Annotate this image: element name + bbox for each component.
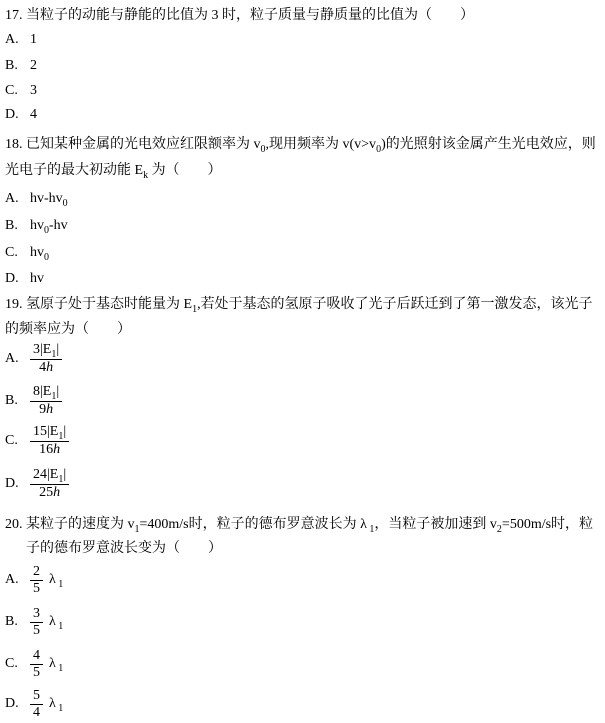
q19-option-a [5,341,62,377]
option-label: A. [5,351,19,366]
q18-option-a [5,190,68,209]
fraction-numerator: 5 [33,687,40,703]
fraction-numerator: 3 [33,605,40,621]
q18-stem-line-1: 18. 已知某种金属的光电效应红限额率为 $v_0$,现用频率为 $v(v>v_0)$的光照射该金属产生光电效应，则 [5,137,596,155]
q17-stem-line-1: 17. 当粒子的动能与静能的比值为 3 时，粒子质量与静质量的比值为（ ） [5,8,474,23]
q17-option-d [5,106,37,124]
q20-option-c [5,646,63,682]
fraction-denominator: 4 [30,704,43,721]
option-value: $hv_0-hv$ [30,218,68,236]
fraction-numerator: $15|E_1|$ [33,423,67,442]
option-label: C. [5,656,18,671]
fraction-numerator: 2 [33,563,40,579]
q20-stem-line-1: 20. 某粒子的速度为 $v_1=400m/s$时，粒子的德布罗意波长为 λ $_1$，当粒子被加速到 $v_2=500m/s$时，粒 [5,517,594,535]
fraction-numerator: 4 [33,647,40,663]
q17-option-a [5,31,37,49]
option-label: A. [5,572,19,587]
option-label: C. [5,245,18,260]
option-label: B. [5,58,18,73]
lambda-suffix: λ $_1$ [49,695,64,714]
option-value: $hv-hv_0$ [30,191,68,209]
q20-option-a [5,562,63,598]
option-label: D. [5,107,19,122]
option-label: C. [5,83,18,98]
fraction-numerator: $24|E_1|$ [33,466,67,485]
fraction-denominator: 4h [30,359,62,376]
option-label: B. [5,393,18,408]
option-label: D. [5,476,19,491]
lambda-suffix: λ $_1$ [49,571,64,590]
q18-stem-line-2: 光电子的最大初动能 $E_k$ 为（ ） [5,163,222,181]
option-value: 4 [30,107,37,122]
option-label: D. [5,271,19,286]
fraction-denominator: 9h [30,401,62,418]
fraction [30,424,69,459]
option-label: B. [5,614,18,629]
fraction [30,467,69,502]
q18-option-d [5,270,44,288]
option-label: C. [5,433,18,448]
q18-option-c [5,244,49,263]
fraction-denominator: 16h [30,441,69,458]
option-label: D. [5,696,19,711]
option-label: A. [5,191,19,206]
option-label: A. [5,32,19,47]
fraction [30,384,62,419]
lambda-suffix: λ $_1$ [49,613,64,632]
fraction [30,564,43,597]
q20-option-d [5,686,63,722]
q19-option-c [5,423,69,459]
fraction [30,688,43,721]
q19-stem-line-1: 19. 氢原子处于基态时能量为 $E_1$,若处于基态的氢原子吸收了光子后跃迁到了第一激发态，该光子 [5,297,593,315]
fraction-numerator: $3|E_1|$ [33,341,60,360]
option-label: B. [5,218,18,233]
fraction-denominator: 25h [30,484,69,501]
fraction [30,342,62,377]
fraction-denominator: 5 [30,622,43,639]
q19-option-b [5,383,62,419]
fraction-numerator: $8|E_1|$ [33,383,60,402]
option-value: $hv_0$ [30,245,49,263]
fraction [30,606,43,639]
option-value: 3 [30,83,37,98]
q19-option-d [5,466,69,502]
q17-option-c [5,82,37,100]
option-value: 1 [30,32,37,47]
q18-option-b [5,217,68,236]
q19-stem-line-2: 的频率应为（ ） [5,322,131,337]
q20-option-b [5,604,63,640]
q20-stem-line-2: 子的德布罗意波长变为（ ） [26,541,222,556]
fraction [30,648,43,681]
q17-option-b [5,57,37,75]
fraction-denominator: 5 [30,664,43,681]
option-value: hv [30,271,44,286]
lambda-suffix: λ $_1$ [49,655,64,674]
option-value: 2 [30,58,37,73]
fraction-denominator: 5 [30,580,43,597]
